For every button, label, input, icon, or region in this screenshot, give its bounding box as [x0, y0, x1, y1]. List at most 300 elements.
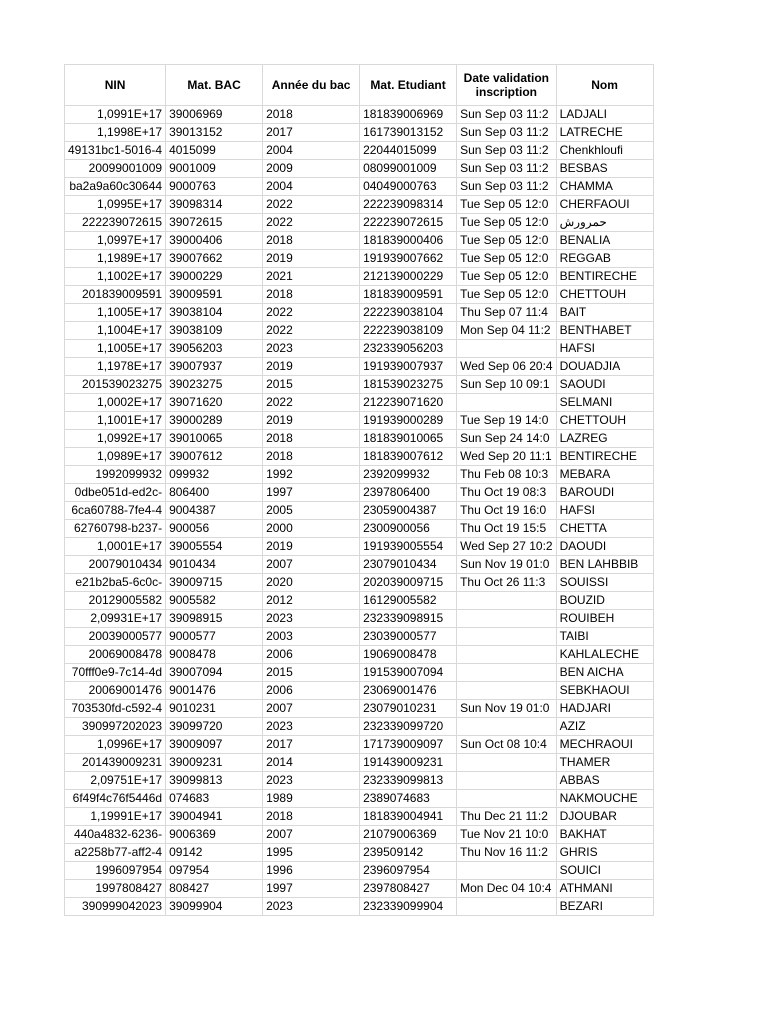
mat-etudiant-cell[interactable]: 16129005582: [360, 592, 457, 610]
mat-bac-cell[interactable]: 9001009: [166, 160, 263, 178]
mat-etudiant-cell[interactable]: 232339098915: [360, 610, 457, 628]
nin-cell[interactable]: 1,0002E+17: [65, 394, 166, 412]
mat-etudiant-cell[interactable]: 19069008478: [360, 646, 457, 664]
mat-etudiant-cell[interactable]: 202039009715: [360, 574, 457, 592]
nom-cell[interactable]: BAIT: [556, 304, 653, 322]
date-validation-cell[interactable]: [457, 340, 557, 358]
nom-cell[interactable]: CHERFAOUI: [556, 196, 653, 214]
mat-etudiant-cell[interactable]: 2397808427: [360, 880, 457, 898]
nom-cell[interactable]: BEN LAHBBIB: [556, 556, 653, 574]
nin-cell[interactable]: 62760798-b237-: [65, 520, 166, 538]
annee-cell[interactable]: 2007: [263, 826, 360, 844]
annee-cell[interactable]: 2005: [263, 502, 360, 520]
annee-cell[interactable]: 2022: [263, 322, 360, 340]
table-row: [65, 682, 654, 700]
nom-cell[interactable]: DOUADJIA: [556, 358, 653, 376]
annee-cell[interactable]: 2020: [263, 574, 360, 592]
nom-cell[interactable]: GHRIS: [556, 844, 653, 862]
date-validation-cell[interactable]: Tue Sep 19 14:0: [457, 412, 557, 430]
mat-bac-cell[interactable]: 39000289: [166, 412, 263, 430]
date-validation-cell[interactable]: Mon Sep 04 11:2: [457, 322, 557, 340]
mat-bac-cell[interactable]: 074683: [166, 790, 263, 808]
table-row: [65, 574, 654, 592]
nom-cell[interactable]: BENALIA: [556, 232, 653, 250]
nom-cell[interactable]: CHETTA: [556, 520, 653, 538]
mat-etudiant-cell[interactable]: 222239038104: [360, 304, 457, 322]
date-validation-cell[interactable]: [457, 664, 557, 682]
nin-cell[interactable]: 1,1005E+17: [65, 304, 166, 322]
nin-cell[interactable]: 20069008478: [65, 646, 166, 664]
header-mat-etudiant[interactable]: Mat. Etudiant: [360, 65, 457, 106]
mat-bac-cell[interactable]: 39009591: [166, 286, 263, 304]
date-validation-cell[interactable]: Tue Sep 05 12:0: [457, 250, 557, 268]
date-validation-cell[interactable]: Tue Sep 05 12:0: [457, 214, 557, 232]
nom-cell[interactable]: MECHRAOUI: [556, 736, 653, 754]
nom-cell[interactable]: DAOUDI: [556, 538, 653, 556]
annee-cell[interactable]: 2022: [263, 196, 360, 214]
annee-cell[interactable]: 2017: [263, 736, 360, 754]
mat-etudiant-cell[interactable]: 181539023275: [360, 376, 457, 394]
annee-cell[interactable]: 2014: [263, 754, 360, 772]
nin-cell[interactable]: 1,1004E+17: [65, 322, 166, 340]
annee-cell[interactable]: 2019: [263, 538, 360, 556]
mat-bac-cell[interactable]: 9004387: [166, 502, 263, 520]
date-validation-cell[interactable]: Mon Dec 04 10:4: [457, 880, 557, 898]
nom-cell[interactable]: HAFSI: [556, 340, 653, 358]
annee-cell[interactable]: 1997: [263, 880, 360, 898]
nin-cell[interactable]: 201439009231: [65, 754, 166, 772]
nin-cell[interactable]: 6f49f4c76f5446d: [65, 790, 166, 808]
mat-etudiant-cell[interactable]: 171739009097: [360, 736, 457, 754]
mat-etudiant-cell[interactable]: 08099001009: [360, 160, 457, 178]
mat-etudiant-cell[interactable]: 181839004941: [360, 808, 457, 826]
date-validation-cell[interactable]: Sun Sep 03 11:2: [457, 160, 557, 178]
nom-cell[interactable]: DJOUBAR: [556, 808, 653, 826]
annee-cell[interactable]: 2015: [263, 376, 360, 394]
annee-cell[interactable]: 2023: [263, 898, 360, 916]
mat-bac-cell[interactable]: 39007937: [166, 358, 263, 376]
table-body: [65, 106, 654, 916]
date-validation-cell[interactable]: [457, 592, 557, 610]
date-validation-cell[interactable]: Sun Sep 10 09:1: [457, 376, 557, 394]
mat-bac-cell[interactable]: 39009097: [166, 736, 263, 754]
mat-etudiant-cell[interactable]: 232339099813: [360, 772, 457, 790]
annee-cell[interactable]: 2004: [263, 142, 360, 160]
nom-cell[interactable]: SAOUDI: [556, 376, 653, 394]
header-nom[interactable]: Nom: [556, 65, 653, 106]
mat-bac-cell[interactable]: 39099720: [166, 718, 263, 736]
nom-cell[interactable]: SOUICI: [556, 862, 653, 880]
mat-etudiant-cell[interactable]: 222239098314: [360, 196, 457, 214]
mat-etudiant-cell[interactable]: 23079010231: [360, 700, 457, 718]
mat-etudiant-cell[interactable]: 21079006369: [360, 826, 457, 844]
date-validation-cell[interactable]: [457, 646, 557, 664]
mat-etudiant-cell[interactable]: 22044015099: [360, 142, 457, 160]
mat-bac-cell[interactable]: 39009231: [166, 754, 263, 772]
annee-cell[interactable]: 2018: [263, 808, 360, 826]
table-row: [65, 736, 654, 754]
mat-bac-cell[interactable]: 39038104: [166, 304, 263, 322]
annee-cell[interactable]: 2018: [263, 448, 360, 466]
mat-etudiant-cell[interactable]: 181839000406: [360, 232, 457, 250]
table-row: [65, 790, 654, 808]
nin-cell[interactable]: 20079010434: [65, 556, 166, 574]
mat-etudiant-cell[interactable]: 232339099904: [360, 898, 457, 916]
nom-cell[interactable]: ATHMANI: [556, 880, 653, 898]
nin-cell[interactable]: a2258b77-aff2-4: [65, 844, 166, 862]
mat-bac-cell[interactable]: 39007662: [166, 250, 263, 268]
mat-bac-cell[interactable]: 4015099: [166, 142, 263, 160]
annee-cell[interactable]: 2012: [263, 592, 360, 610]
nom-cell[interactable]: REGGAB: [556, 250, 653, 268]
mat-etudiant-cell[interactable]: 181839007612: [360, 448, 457, 466]
annee-cell[interactable]: 1997: [263, 484, 360, 502]
date-validation-cell[interactable]: Wed Sep 06 20:4: [457, 358, 557, 376]
nin-cell[interactable]: 70fff0e9-7c14-4d: [65, 664, 166, 682]
mat-etudiant-cell[interactable]: 23039000577: [360, 628, 457, 646]
table-row: [65, 592, 654, 610]
nin-cell[interactable]: 1996097954: [65, 862, 166, 880]
nom-cell[interactable]: BAKHAT: [556, 826, 653, 844]
annee-cell[interactable]: 2023: [263, 718, 360, 736]
mat-bac-cell[interactable]: 39000229: [166, 268, 263, 286]
mat-etudiant-cell[interactable]: 232339056203: [360, 340, 457, 358]
mat-etudiant-cell[interactable]: 181839006969: [360, 106, 457, 124]
table-row: [65, 286, 654, 304]
nin-cell[interactable]: 6ca60788-7fe4-4: [65, 502, 166, 520]
date-validation-cell[interactable]: Sun Nov 19 01:0: [457, 700, 557, 718]
annee-cell[interactable]: 2007: [263, 556, 360, 574]
nom-cell[interactable]: CHAMMA: [556, 178, 653, 196]
table-row: [65, 232, 654, 250]
date-validation-cell[interactable]: Thu Nov 16 11:2: [457, 844, 557, 862]
annee-cell[interactable]: 2022: [263, 394, 360, 412]
nom-cell[interactable]: BENTIRECHE: [556, 448, 653, 466]
mat-etudiant-cell[interactable]: 191539007094: [360, 664, 457, 682]
date-validation-cell[interactable]: [457, 394, 557, 412]
mat-etudiant-cell[interactable]: 232339099720: [360, 718, 457, 736]
nom-cell[interactable]: LADJALI: [556, 106, 653, 124]
nin-cell[interactable]: 1,1002E+17: [65, 268, 166, 286]
nom-cell[interactable]: BEZARI: [556, 898, 653, 916]
mat-etudiant-cell[interactable]: 191939007937: [360, 358, 457, 376]
annee-cell[interactable]: 2018: [263, 286, 360, 304]
mat-bac-cell[interactable]: 9006369: [166, 826, 263, 844]
annee-cell[interactable]: 1995: [263, 844, 360, 862]
table-row: [65, 430, 654, 448]
mat-bac-cell[interactable]: 9005582: [166, 592, 263, 610]
table-row: [65, 124, 654, 142]
date-validation-cell[interactable]: [457, 610, 557, 628]
nin-cell[interactable]: 201839009591: [65, 286, 166, 304]
nom-cell[interactable]: Chenkhloufi: [556, 142, 653, 160]
annee-cell[interactable]: 1989: [263, 790, 360, 808]
nin-cell[interactable]: 20039000577: [65, 628, 166, 646]
annee-cell[interactable]: 2022: [263, 304, 360, 322]
date-validation-cell[interactable]: Thu Dec 21 11:2: [457, 808, 557, 826]
nom-cell[interactable]: BENTHABET: [556, 322, 653, 340]
nin-cell[interactable]: 2,09931E+17: [65, 610, 166, 628]
mat-bac-cell[interactable]: 806400: [166, 484, 263, 502]
annee-cell[interactable]: 2021: [263, 268, 360, 286]
mat-etudiant-cell[interactable]: 181839010065: [360, 430, 457, 448]
nom-cell[interactable]: THAMER: [556, 754, 653, 772]
nom-cell[interactable]: BAROUDI: [556, 484, 653, 502]
date-validation-cell[interactable]: Thu Sep 07 11:4: [457, 304, 557, 322]
nom-cell[interactable]: حمرورش: [556, 214, 653, 232]
mat-etudiant-cell[interactable]: 04049000763: [360, 178, 457, 196]
nom-cell[interactable]: BOUZID: [556, 592, 653, 610]
date-validation-cell[interactable]: Tue Sep 05 12:0: [457, 232, 557, 250]
nin-cell[interactable]: 20099001009: [65, 160, 166, 178]
annee-cell[interactable]: 2003: [263, 628, 360, 646]
annee-cell[interactable]: 2006: [263, 682, 360, 700]
date-validation-cell[interactable]: Sun Oct 08 10:4: [457, 736, 557, 754]
date-validation-cell[interactable]: Sun Sep 03 11:2: [457, 142, 557, 160]
table-row: [65, 106, 654, 124]
mat-etudiant-cell[interactable]: 222239038109: [360, 322, 457, 340]
mat-etudiant-cell[interactable]: 23069001476: [360, 682, 457, 700]
table-row: [65, 862, 654, 880]
mat-bac-cell[interactable]: 39038109: [166, 322, 263, 340]
date-validation-cell[interactable]: Sun Sep 03 11:2: [457, 178, 557, 196]
mat-bac-cell[interactable]: 09142: [166, 844, 263, 862]
mat-bac-cell[interactable]: 39099813: [166, 772, 263, 790]
nom-cell[interactable]: BESBAS: [556, 160, 653, 178]
mat-bac-cell[interactable]: 9000577: [166, 628, 263, 646]
mat-bac-cell[interactable]: 39056203: [166, 340, 263, 358]
date-validation-cell[interactable]: Tue Sep 05 12:0: [457, 196, 557, 214]
table-row: [65, 484, 654, 502]
mat-bac-cell[interactable]: 39098915: [166, 610, 263, 628]
nin-cell[interactable]: 20129005582: [65, 592, 166, 610]
table-row: [65, 664, 654, 682]
mat-etudiant-cell[interactable]: 191939000289: [360, 412, 457, 430]
nin-cell[interactable]: 1,1998E+17: [65, 124, 166, 142]
mat-bac-cell[interactable]: 900056: [166, 520, 263, 538]
annee-cell[interactable]: 2019: [263, 358, 360, 376]
date-validation-cell[interactable]: Sun Sep 24 14:0: [457, 430, 557, 448]
nin-cell[interactable]: 1,0997E+17: [65, 232, 166, 250]
mat-bac-cell[interactable]: 39010065: [166, 430, 263, 448]
nin-cell[interactable]: 20069001476: [65, 682, 166, 700]
mat-bac-cell[interactable]: 9001476: [166, 682, 263, 700]
nin-cell[interactable]: 1,0992E+17: [65, 430, 166, 448]
nin-cell[interactable]: 1,19991E+17: [65, 808, 166, 826]
table-row: [65, 250, 654, 268]
nin-cell[interactable]: 1,1001E+17: [65, 412, 166, 430]
annee-cell[interactable]: 1996: [263, 862, 360, 880]
nin-cell[interactable]: 1,0995E+17: [65, 196, 166, 214]
nom-cell[interactable]: CHETTOUH: [556, 286, 653, 304]
date-validation-cell[interactable]: Tue Sep 05 12:0: [457, 286, 557, 304]
nin-cell[interactable]: 1,0001E+17: [65, 538, 166, 556]
date-validation-cell[interactable]: Thu Oct 26 11:3: [457, 574, 557, 592]
nin-cell[interactable]: 390997202023: [65, 718, 166, 736]
annee-cell[interactable]: 2019: [263, 412, 360, 430]
mat-etudiant-cell[interactable]: 2396097954: [360, 862, 457, 880]
table-row: [65, 844, 654, 862]
nom-cell[interactable]: KAHLALECHE: [556, 646, 653, 664]
table-row: [65, 358, 654, 376]
mat-bac-cell[interactable]: 39099904: [166, 898, 263, 916]
mat-etudiant-cell[interactable]: 161739013152: [360, 124, 457, 142]
annee-cell[interactable]: 2015: [263, 664, 360, 682]
nin-cell[interactable]: 222239072615: [65, 214, 166, 232]
nin-cell[interactable]: 390999042023: [65, 898, 166, 916]
nom-cell[interactable]: SELMANI: [556, 394, 653, 412]
header-date-validation[interactable]: Date validation inscription: [457, 65, 557, 106]
nin-cell[interactable]: ba2a9a60c30644: [65, 178, 166, 196]
annee-cell[interactable]: 2018: [263, 106, 360, 124]
date-validation-cell[interactable]: Thu Oct 19 15:5: [457, 520, 557, 538]
mat-bac-cell[interactable]: 39004941: [166, 808, 263, 826]
nom-cell[interactable]: LAZREG: [556, 430, 653, 448]
annee-cell[interactable]: 1992: [263, 466, 360, 484]
date-validation-cell[interactable]: Sun Sep 03 11:2: [457, 106, 557, 124]
date-validation-cell[interactable]: [457, 628, 557, 646]
date-validation-cell[interactable]: Thu Oct 19 08:3: [457, 484, 557, 502]
nin-cell[interactable]: 201539023275: [65, 376, 166, 394]
nin-cell[interactable]: 440a4832-6236-: [65, 826, 166, 844]
mat-bac-cell[interactable]: 39071620: [166, 394, 263, 412]
annee-cell[interactable]: 2004: [263, 178, 360, 196]
nom-cell[interactable]: MEBARA: [556, 466, 653, 484]
date-validation-cell[interactable]: Sun Sep 03 11:2: [457, 124, 557, 142]
nom-cell[interactable]: CHETTOUH: [556, 412, 653, 430]
annee-cell[interactable]: 2007: [263, 700, 360, 718]
nom-cell[interactable]: SOUISSI: [556, 574, 653, 592]
mat-bac-cell[interactable]: 097954: [166, 862, 263, 880]
date-validation-cell[interactable]: [457, 790, 557, 808]
nom-cell[interactable]: BENTIRECHE: [556, 268, 653, 286]
table-row: [65, 196, 654, 214]
table-row: [65, 178, 654, 196]
nin-cell[interactable]: 1,0996E+17: [65, 736, 166, 754]
nom-cell[interactable]: SEBKHAOUI: [556, 682, 653, 700]
mat-etudiant-cell[interactable]: 191439009231: [360, 754, 457, 772]
nom-cell[interactable]: TAIBI: [556, 628, 653, 646]
date-validation-cell[interactable]: [457, 682, 557, 700]
nom-cell[interactable]: NAKMOUCHE: [556, 790, 653, 808]
annee-cell[interactable]: 2023: [263, 610, 360, 628]
date-validation-cell[interactable]: [457, 898, 557, 916]
annee-cell[interactable]: 2022: [263, 214, 360, 232]
mat-bac-cell[interactable]: 39007094: [166, 664, 263, 682]
annee-cell[interactable]: 2023: [263, 772, 360, 790]
nin-cell[interactable]: 1,0989E+17: [65, 448, 166, 466]
mat-bac-cell[interactable]: 9008478: [166, 646, 263, 664]
mat-bac-cell[interactable]: 39006969: [166, 106, 263, 124]
mat-bac-cell[interactable]: 9010434: [166, 556, 263, 574]
annee-cell[interactable]: 2019: [263, 250, 360, 268]
nom-cell[interactable]: BEN AICHA: [556, 664, 653, 682]
date-validation-cell[interactable]: [457, 718, 557, 736]
header-annee-bac[interactable]: Année du bac: [263, 65, 360, 106]
annee-cell[interactable]: 2000: [263, 520, 360, 538]
mat-bac-cell[interactable]: 39098314: [166, 196, 263, 214]
date-validation-cell[interactable]: [457, 862, 557, 880]
nin-cell[interactable]: 1997808427: [65, 880, 166, 898]
date-validation-cell[interactable]: [457, 772, 557, 790]
mat-etudiant-cell[interactable]: 191939005554: [360, 538, 457, 556]
nin-cell[interactable]: 1,1978E+17: [65, 358, 166, 376]
mat-etudiant-cell[interactable]: 23079010434: [360, 556, 457, 574]
mat-bac-cell[interactable]: 39023275: [166, 376, 263, 394]
annee-cell[interactable]: 2018: [263, 232, 360, 250]
mat-etudiant-cell[interactable]: 2389074683: [360, 790, 457, 808]
nom-cell[interactable]: HAFSI: [556, 502, 653, 520]
mat-etudiant-cell[interactable]: 2392099932: [360, 466, 457, 484]
mat-etudiant-cell[interactable]: 23059004387: [360, 502, 457, 520]
mat-bac-cell[interactable]: 39013152: [166, 124, 263, 142]
mat-bac-cell[interactable]: 099932: [166, 466, 263, 484]
mat-bac-cell[interactable]: 39009715: [166, 574, 263, 592]
nin-cell[interactable]: 0dbe051d-ed2c-: [65, 484, 166, 502]
mat-etudiant-cell[interactable]: 191939007662: [360, 250, 457, 268]
nin-cell[interactable]: 1992099932: [65, 466, 166, 484]
table-row: [65, 448, 654, 466]
header-nin[interactable]: NIN: [65, 65, 166, 106]
mat-bac-cell[interactable]: 9010231: [166, 700, 263, 718]
date-validation-cell[interactable]: Thu Oct 19 16:0: [457, 502, 557, 520]
mat-bac-cell[interactable]: 39072615: [166, 214, 263, 232]
nin-cell[interactable]: 1,1005E+17: [65, 340, 166, 358]
mat-bac-cell[interactable]: 9000763: [166, 178, 263, 196]
nin-cell[interactable]: 1,0991E+17: [65, 106, 166, 124]
table-row: [65, 412, 654, 430]
table-row: [65, 214, 654, 232]
date-validation-cell[interactable]: Tue Nov 21 10:0: [457, 826, 557, 844]
date-validation-cell[interactable]: Wed Sep 27 10:2: [457, 538, 557, 556]
mat-etudiant-cell[interactable]: 239509142: [360, 844, 457, 862]
annee-cell[interactable]: 2009: [263, 160, 360, 178]
mat-etudiant-cell[interactable]: 2397806400: [360, 484, 457, 502]
nom-cell[interactable]: AZIZ: [556, 718, 653, 736]
date-validation-cell[interactable]: Tue Sep 05 12:0: [457, 268, 557, 286]
nin-cell[interactable]: 2,09751E+17: [65, 772, 166, 790]
mat-bac-cell[interactable]: 39000406: [166, 232, 263, 250]
nom-cell[interactable]: HADJARI: [556, 700, 653, 718]
date-validation-cell[interactable]: Sun Nov 19 01:0: [457, 556, 557, 574]
date-validation-cell[interactable]: [457, 754, 557, 772]
mat-etudiant-cell[interactable]: 2300900056: [360, 520, 457, 538]
nin-cell[interactable]: 703530fd-c592-4: [65, 700, 166, 718]
date-validation-cell[interactable]: Wed Sep 20 11:1: [457, 448, 557, 466]
mat-etudiant-cell[interactable]: 212139000229: [360, 268, 457, 286]
nom-cell[interactable]: ABBAS: [556, 772, 653, 790]
annee-cell[interactable]: 2023: [263, 340, 360, 358]
annee-cell[interactable]: 2006: [263, 646, 360, 664]
mat-etudiant-cell[interactable]: 212239071620: [360, 394, 457, 412]
table-row: [65, 322, 654, 340]
date-validation-cell[interactable]: Thu Feb 08 10:3: [457, 466, 557, 484]
nin-cell[interactable]: e21b2ba5-6c0c-: [65, 574, 166, 592]
table-row: [65, 304, 654, 322]
nin-cell[interactable]: 49131bc1-5016-4: [65, 142, 166, 160]
mat-bac-cell[interactable]: 39005554: [166, 538, 263, 556]
nom-cell[interactable]: ROUIBEH: [556, 610, 653, 628]
mat-etudiant-cell[interactable]: 222239072615: [360, 214, 457, 232]
annee-cell[interactable]: 2017: [263, 124, 360, 142]
mat-bac-cell[interactable]: 39007612: [166, 448, 263, 466]
mat-etudiant-cell[interactable]: 181839009591: [360, 286, 457, 304]
annee-cell[interactable]: 2018: [263, 430, 360, 448]
nom-cell[interactable]: LATRECHE: [556, 124, 653, 142]
mat-bac-cell[interactable]: 808427: [166, 880, 263, 898]
nin-cell[interactable]: 1,1989E+17: [65, 250, 166, 268]
header-mat-bac[interactable]: Mat. BAC: [166, 65, 263, 106]
